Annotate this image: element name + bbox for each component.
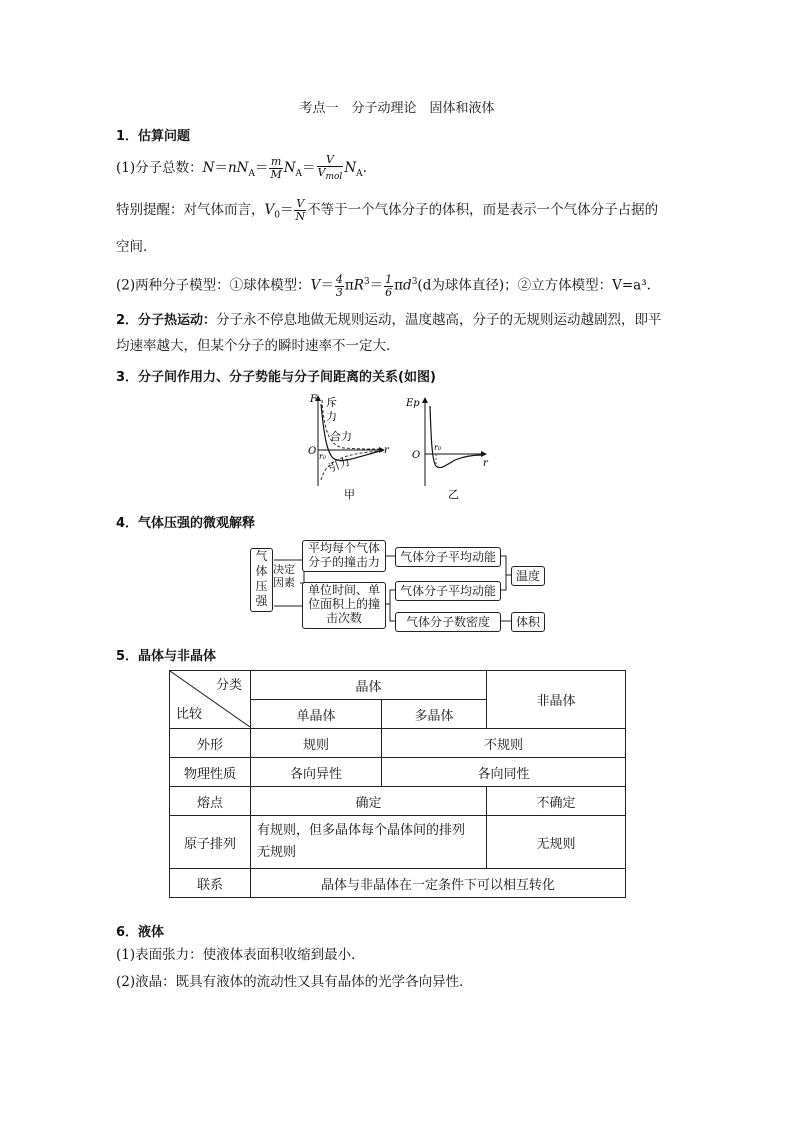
fraction-1-6: $\frac{1}{6}$ xyxy=(385,272,393,299)
volume-box: 体积 xyxy=(511,612,545,632)
section-2 xyxy=(116,311,662,330)
cell: 确定 xyxy=(251,787,487,816)
special-note-cont: 空间． xyxy=(116,239,157,255)
connector-3 xyxy=(500,556,511,590)
factor-line: 平均每个气体 xyxy=(307,541,380,555)
section-2-text2: 均速率越大，但某个分子的瞬时速率不一定大． xyxy=(116,338,400,354)
repulsion-label-1: 斥 xyxy=(326,396,337,409)
section-5-heading: 5．晶体与非晶体 xyxy=(116,649,217,664)
table-row xyxy=(170,758,626,787)
repulsion-label-2: 力 xyxy=(326,410,337,423)
row-label: 联系 xyxy=(170,869,251,898)
r0-label: r₀ xyxy=(319,452,327,461)
axis-label-r: r xyxy=(483,458,488,469)
formula-total-molecules: (1)分子总数：$N=nN_A=$ $\frac{m}{M}$ $N_A=$ $\frac{V}{V_{mol}}$ $N_A$. xyxy=(116,153,367,183)
models-end: V=a³. xyxy=(612,277,651,294)
factor-line: 击次数 xyxy=(325,611,362,625)
fraction-V-over-Vmol: $\frac{V}{V_{mol}}$ xyxy=(317,153,343,183)
table-row xyxy=(170,816,626,869)
fraction-m-over-M: $\frac{m}{M}$ xyxy=(270,155,282,182)
table-row xyxy=(170,787,626,816)
special-note-prefix: 特别提醒：对气体而言， xyxy=(116,202,265,218)
section-3-heading: 3．分子间作用力、分子势能与分子间距离的关系(如图) xyxy=(116,370,436,385)
surface-tension-line: (1)表面张力：使液体表面积收缩到最小． xyxy=(116,947,365,963)
cell xyxy=(251,816,487,869)
cell: 不规则 xyxy=(382,729,626,758)
cell: 晶体与非晶体在一定条件下可以相互转化 xyxy=(251,869,626,898)
cell-line: 无规则 xyxy=(257,845,297,860)
factor-line: 单位时间、单 xyxy=(307,583,380,597)
net-force-label: 合力 xyxy=(330,430,352,443)
decides-line: 因素 xyxy=(273,576,295,589)
special-note-suffix: 不等于一个气体分子的体积，而是表示一个气体分子占据的 xyxy=(307,202,659,218)
connector-2 xyxy=(385,590,395,621)
section-6-heading: 6．液体 xyxy=(116,925,165,940)
decides-line: 决定 xyxy=(273,563,295,576)
potential-curve xyxy=(430,406,482,468)
origin-label: O xyxy=(412,450,421,461)
axis-label-F: F xyxy=(310,394,317,405)
section-1-heading: 1．估算问题 xyxy=(116,129,191,144)
attraction-label: 引力 xyxy=(326,455,352,475)
row-label: 外形 xyxy=(170,729,251,758)
crystal-comparison-table xyxy=(169,670,626,898)
figure-a-caption: 甲 xyxy=(344,488,355,501)
temperature-box: 温度 xyxy=(511,566,545,586)
factor-line: 分子的撞击力 xyxy=(307,555,380,569)
liquid-crystal-line: (2)液晶：既具有液体的流动性又具有晶体的光学各向异性． xyxy=(116,974,473,990)
fraction-V-over-N: $\frac{V}{N}$ xyxy=(295,197,306,223)
table-row xyxy=(170,869,626,898)
factor-impact-force xyxy=(302,540,386,572)
section-4-heading: 4．气体压强的微观解释 xyxy=(116,516,256,531)
header-crystal: 晶体 xyxy=(251,671,487,700)
row-label: 原子排列 xyxy=(170,816,251,869)
special-note: 特别提醒：对气体而言，$V_0=$ $\frac{V}{N}$ 不等于一个气体分子的体积，而是表示一个气体分子占据的 xyxy=(116,197,659,223)
r0-label: r₀ xyxy=(434,443,442,452)
molecule-models: (2)两种分子模型：①球体模型：V＝ $\frac{4}{3}$ $\pi R^3=$ $\frac{1}{6}$ $\pi d^3(d$为球体直径)；②立方体模型：V=a³. xyxy=(116,272,651,299)
root-char: 体 xyxy=(255,564,268,578)
table-row xyxy=(170,729,626,758)
root-char: 压 xyxy=(255,579,268,593)
number-density-box: 气体分子数密度 xyxy=(395,612,501,632)
page-title: 考点一 分子动理论 固体和液体 xyxy=(299,101,495,116)
section-2-text1: 分子永不停息地做无规则运动，温度越高，分子的无规则运动越剧烈，即平 xyxy=(216,312,662,328)
formula-label: (1)分子总数： xyxy=(116,160,203,177)
force-energy-figures xyxy=(300,392,500,504)
header-amorphous: 非晶体 xyxy=(487,671,626,729)
figure-force xyxy=(308,394,390,501)
cell: 各向异性 xyxy=(251,758,382,787)
kinetic-energy-box-2: 气体分子平均动能 xyxy=(395,581,501,601)
cell: 各向同性 xyxy=(382,758,626,787)
decides-label xyxy=(273,563,295,589)
fraction-4-3: $\frac{4}{3}$ xyxy=(335,272,343,299)
corner-header-cell xyxy=(170,671,251,729)
root-char: 气 xyxy=(255,549,268,563)
row-label: 熔点 xyxy=(170,787,251,816)
row-label: 物理性质 xyxy=(170,758,251,787)
axis-label-Ep: Ep xyxy=(406,398,420,409)
origin-label: O xyxy=(308,446,317,457)
cell: 规则 xyxy=(251,729,382,758)
header-single-crystal: 单晶体 xyxy=(251,700,382,729)
factor-collision-count xyxy=(302,582,386,629)
cell: 不确定 xyxy=(487,787,626,816)
cell-line: 有规则，但多晶体每个晶体间的排列 xyxy=(257,823,466,838)
root-char: 强 xyxy=(255,594,268,608)
factor-line: 位面积上的撞 xyxy=(307,597,380,611)
axis-label-r: r xyxy=(384,445,389,456)
models-mid: (d为球体直径)；②立方体模型： xyxy=(417,277,613,294)
cell: 无规则 xyxy=(487,816,626,869)
corner-bottom-label: 比较 xyxy=(176,707,203,722)
figure-potential-energy xyxy=(405,398,489,501)
figure-b-caption: 乙 xyxy=(448,488,459,501)
gas-pressure-box xyxy=(250,548,273,612)
models-prefix: (2)两种分子模型：①球体模型： xyxy=(116,277,311,294)
corner-top-label: 分类 xyxy=(215,678,242,693)
section-2-heading: 2．分子热运动： xyxy=(116,313,217,328)
kinetic-energy-box-1: 气体分子平均动能 xyxy=(395,547,501,567)
header-polycrystal: 多晶体 xyxy=(382,700,487,729)
